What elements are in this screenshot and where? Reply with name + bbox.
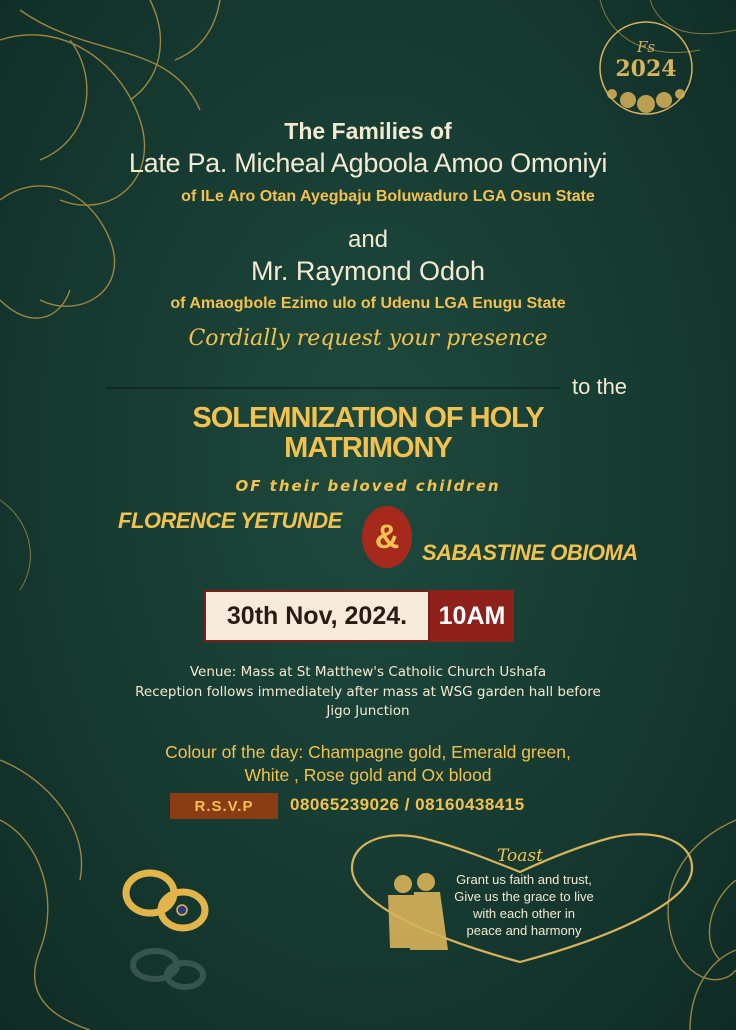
rings-icon [120,868,210,938]
venue-line2: Reception follows immediately after mass at WSG garden hall before [135,684,601,700]
couple-silhouette-icon [386,872,450,952]
colours-line2: White , Rose gold and Ox blood [244,765,492,785]
toast-line2: Give us the grace to live [454,889,594,904]
venue-line3: Jigo Junction [326,703,410,719]
family1-name: Late Pa. Micheal Agboola Amoo Omoniyi [128,148,608,178]
rsvp-label: R.S.V.P [194,797,254,815]
ampersand-badge [362,506,412,568]
bride-name: FLORENCE YETUNDE [118,508,342,533]
event-title-line2: MATRIMONY [284,432,452,464]
badge-initials: Fs [636,38,656,56]
ampersand: & [374,517,400,556]
and-text: and [347,226,389,253]
family2-name: Mr. Raymond Odoh [250,256,486,286]
colours-line1: Colour of the day: Champagne gold, Emerald green, [165,742,571,762]
toast-line3: with each other in [473,906,575,921]
groom-name: SABASTINE OBIOMA [422,540,638,565]
date-box [204,590,430,642]
family1-origin: of ILe Aro Otan Ayegbaju Boluwaduro LGA Osun State [181,188,595,205]
children-line: OF their beloved children [235,477,501,495]
family2-origin: of Amaogbole Ezimo ulo of Udenu LGA Enugu State [170,295,566,312]
event-time: 10AM [438,601,506,630]
event-date: 30th Nov, 2024. [226,601,408,630]
toast-line4: peace and harmony [466,923,582,938]
venue-line1: Venue: Mass at St Matthew's Catholic Church Ushafa [189,664,547,680]
badge-year: 2024 [615,56,677,82]
rsvp-phones[interactable]: 08065239026 / 08160438415 [290,795,525,814]
time-box [430,590,514,642]
toast-line1: Grant us faith and trust, [456,872,592,887]
toast-title: Toast [497,846,543,866]
request-text: Cordially request your presence [188,326,548,351]
event-title-line1: SOLEMNIZATION OF HOLY [192,402,544,434]
to-the-text: to the [572,374,628,399]
families-heading: The Families of [284,118,452,144]
rsvp-badge [170,793,278,819]
